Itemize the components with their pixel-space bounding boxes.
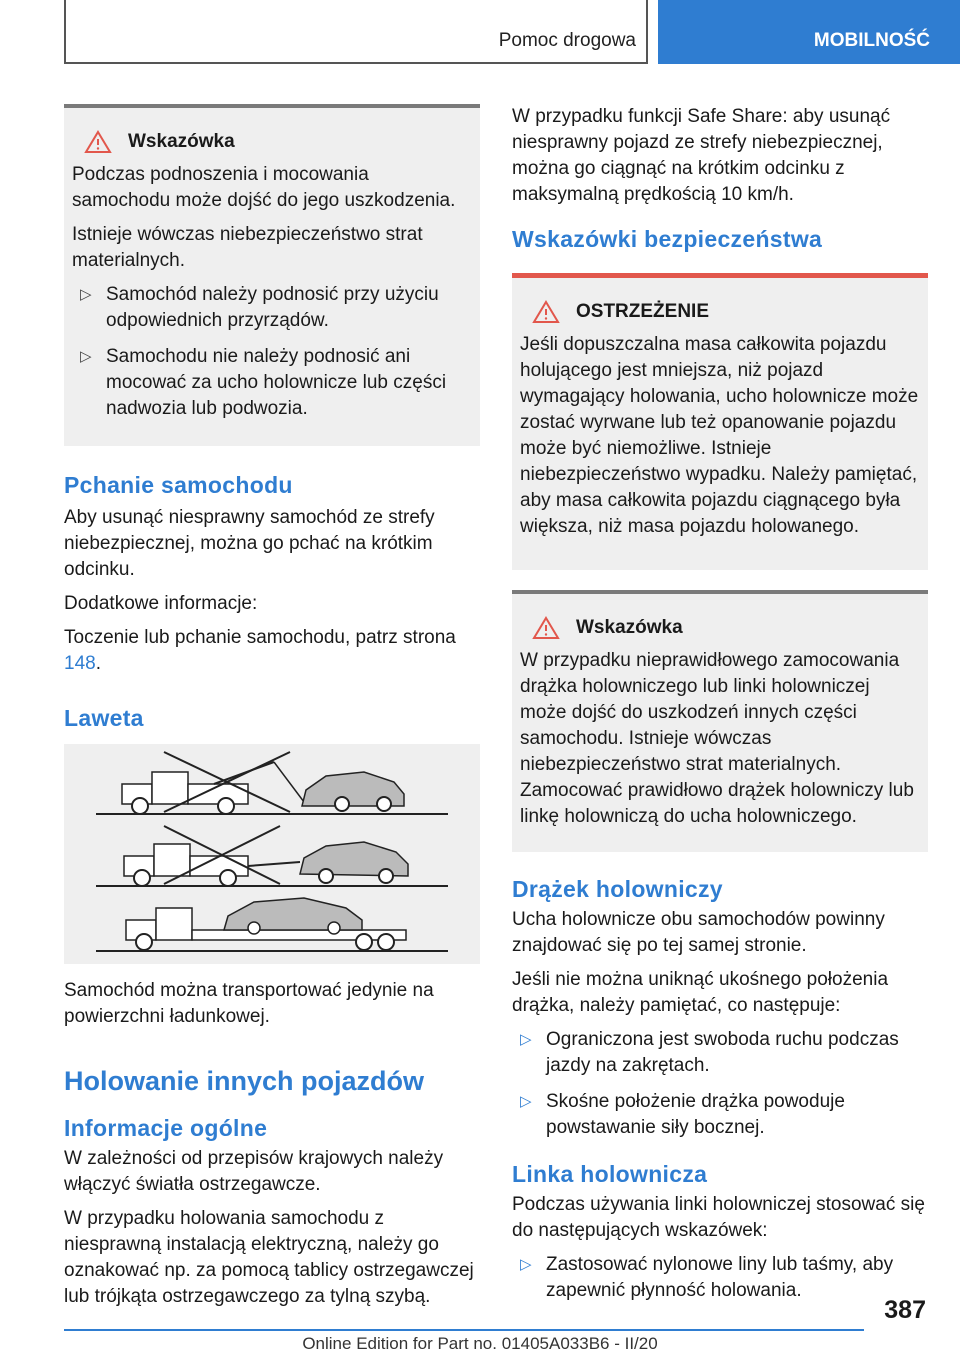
figure-caption: Samochód można transportować jedynie na powierzchni ładunkowej. (64, 980, 434, 1027)
paragraph-with-link (64, 625, 480, 677)
note-box-2-title: Wskazówka (576, 617, 683, 638)
warning-box-title: OSTRZEŻENIE (576, 301, 710, 322)
paragraph: W zależności od przepisów krajowych należy włączyć światła ostrzegawcze. (64, 1148, 444, 1195)
right-column (512, 104, 928, 1314)
note-box-header (72, 108, 472, 162)
paragraph: Jeśli nie można uniknąć ukośnego położenia drążka, należy pamiętać, co następuje: (512, 969, 889, 1016)
left-column (64, 104, 480, 1318)
section-heading-informacje: Informacje ogólne (64, 1115, 268, 1141)
section-heading-laweta: Laweta (64, 705, 144, 731)
note-list (72, 282, 472, 422)
warning-triangle-icon (532, 616, 560, 640)
section-heading-bezpieczenstwo: Wskazówki bezpieczeństwa (512, 226, 823, 252)
list-item (512, 1027, 928, 1079)
warning-triangle-icon (84, 130, 112, 154)
warning-box (512, 273, 928, 570)
note-text: W przypadku nieprawidłowego zamocowania drążka holowniczego lub linki holowniczej może dojść do uszkodzeń innych części samochodu. Istnieje wówczas niebezpieczeństwo strat materialnych. Zamocować prawidłowo drążek holowniczy lub linkę holowniczą do ucha holowniczego. (520, 650, 914, 827)
note-paragraph: Istnieje wówczas niebezpieczeństwo strat materialnych. (72, 224, 423, 271)
list-item (72, 282, 472, 334)
chapter-heading-holowanie: Holowanie innych pojazdów (64, 1066, 425, 1096)
rope-list (512, 1252, 928, 1304)
section-heading-drazek: Drążek holowniczy (512, 876, 723, 902)
laweta-illustration (64, 744, 480, 964)
triangle-right-icon: ▷ (80, 348, 92, 365)
triangle-right-icon: ▷ (520, 1031, 532, 1048)
paragraph: Podczas używania linki holowniczej stosować się do następujących wskazówek: (512, 1194, 925, 1241)
warning-triangle-icon (532, 300, 560, 324)
paragraph: W przypadku holowania samochodu z niesprawną instalacją elektryczną, należy go oznakować np. za pomocą tablicy ostrzegawczej lub trójkąta ostrzegawczego za tylną szybą. (64, 1208, 474, 1307)
paragraph: Aby usunąć niesprawny samochód ze strefy niebezpiecznej, można go pchać na krótkim odcinku. (64, 507, 435, 580)
triangle-right-icon: ▷ (80, 286, 92, 303)
intro-paragraph: W przypadku funkcji Safe Share: aby usunąć niesprawny pojazd ze strefy niebezpiecznej, można go ciągnąć na krótkim odcinku z maksymalną prędkością 10 km/h. (512, 106, 891, 205)
note-paragraph: Podczas podnoszenia i mocowania samochodu może dojść do jego uszkodzenia. (72, 164, 456, 211)
footer-divider (64, 1329, 864, 1331)
note-box-2 (512, 590, 928, 852)
list-item-text: Samochodu nie należy podnosić ani mocować za ucho holownicze lub części nadwozia lub podwozia. (106, 346, 447, 419)
section-heading-pchanie: Pchanie samochodu (64, 472, 293, 498)
paragraph-text: Toczenie lub pchanie samochodu, patrz strona (64, 627, 456, 648)
page-number: 387 (884, 1296, 926, 1324)
list-item-text: Ograniczona jest swoboda ruchu podczas jazdy na zakrętach. (546, 1029, 899, 1076)
note-box-2-header (520, 594, 920, 648)
section-heading-linka: Linka holownicza (512, 1161, 708, 1187)
header-chapter-tab[interactable]: MOBILNOŚĆ (658, 0, 960, 64)
note-box-title: Wskazówka (128, 131, 235, 152)
tow-truck-illustration (64, 744, 480, 964)
list-item (512, 1252, 928, 1304)
list-item-text: Samochód należy podnosić przy użyciu odpowiednich przyrządów. (106, 284, 439, 331)
paragraph-end: . (95, 653, 101, 674)
warning-text: Jeśli dopuszczalna masa całkowita pojazdu holującego jest mniejsza, niż pojazd wymagający holowania, ucho holownicze może zostać wyrwane lub też opanowanie pojazdu może być niemożliwe. Istnieje niebezpieczeństwo wypadku. Należy pamiętać, aby masa całkowita pojazdu ciągnącego była większa, niż masa pojazdu holowanego. (520, 334, 919, 537)
list-item-text: Skośne położenie drążka powoduje powstawanie siły bocznej. (546, 1091, 845, 1138)
bar-list (512, 1027, 928, 1141)
header-section-title: Pomoc drogowa (498, 30, 636, 51)
triangle-right-icon: ▷ (520, 1093, 532, 1110)
list-item-text: Zastosować nylonowe liny lub taśmy, aby zapewnić płynność holowania. (546, 1254, 894, 1301)
list-item (72, 344, 472, 422)
triangle-right-icon: ▷ (520, 1256, 532, 1273)
note-box (64, 104, 480, 446)
page-link[interactable]: 148 (64, 653, 96, 674)
list-item (512, 1089, 928, 1141)
paragraph: Ucha holownicze obu samochodów powinny znajdować się po tej samej stronie. (512, 909, 885, 956)
paragraph: Dodatkowe informacje: (64, 593, 258, 614)
footer-edition: Online Edition for Part no. 01405A033B6 - II/20 (302, 1334, 658, 1353)
warning-box-header (520, 278, 920, 332)
